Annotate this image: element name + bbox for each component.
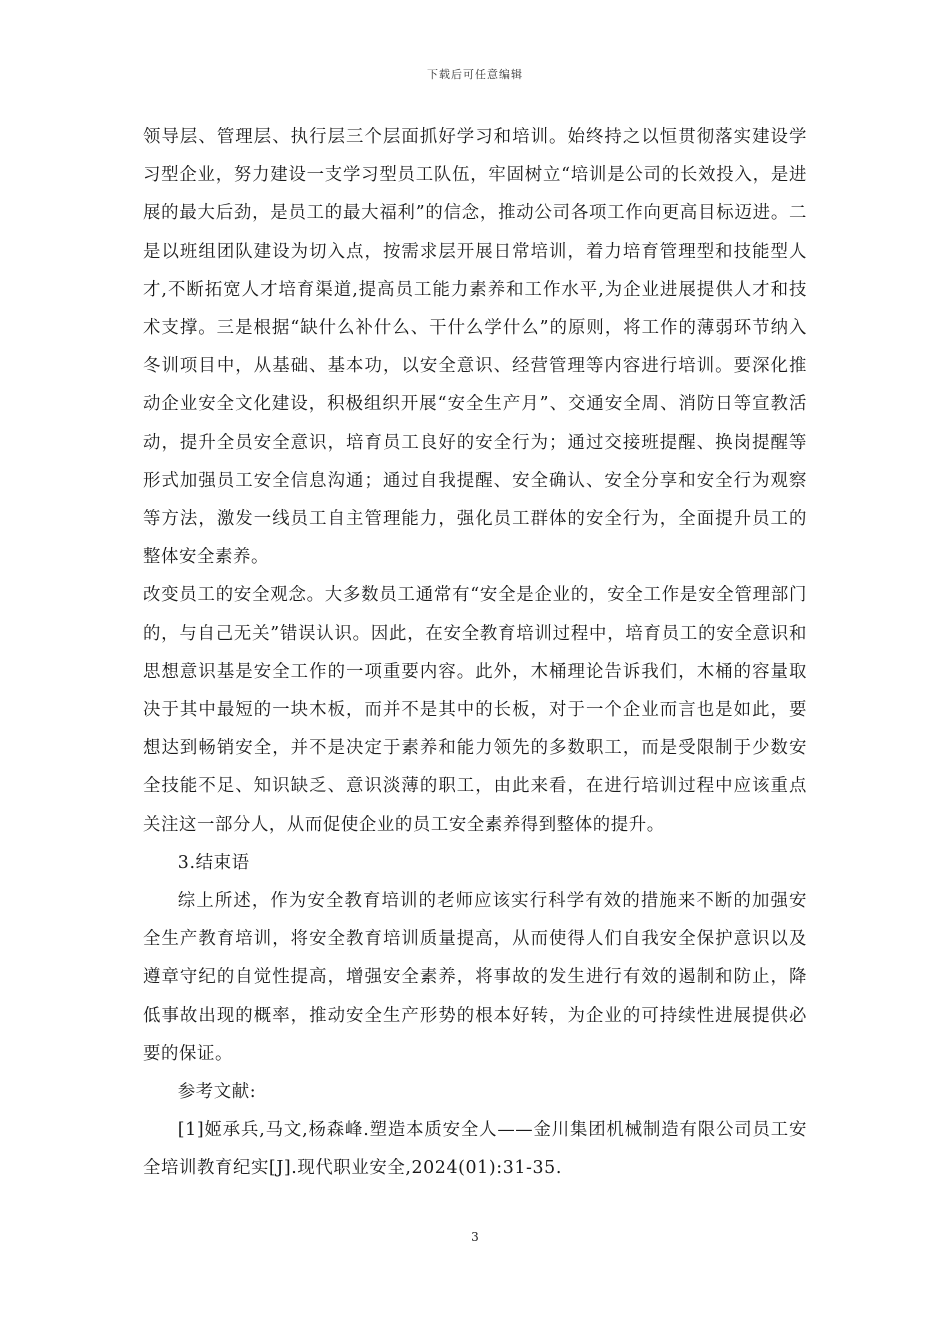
conclusion-paragraph: 综上所述，作为安全教育培训的老师应该实行科学有效的措施来不断的加强安全生产教育培训，将安全教育培训质量提高，从而使得人们自我安全保护意识以及遵章守纪的自觉性提高，增强安全素养，将事故的发生进行有效的遏制和防止，降低事故出现的概率，推动安全生产形势的根本好转，为企业的可持续性进展提供必要的保证。 (143, 891, 807, 1064)
document-body (143, 118, 807, 1188)
section-heading-conclusion: 3.结束语 (177, 852, 250, 873)
page-number: 3 (471, 1230, 479, 1244)
references-heading: 参考文献: (177, 1082, 257, 1103)
body-paragraph-continued: 领导层、管理层、执行层三个层面抓好学习和培训。始终持之以恒贯彻落实建设学习型企业，努力建设一支学习型员工队伍，牢固树立“培训是公司的长效投入，是进展的最大后劲，是员工的最大福利”的信念，推动公司各项工作向更高目标迈进。二是以班组团队建设为切入点，按需求层开展日常培训，着力培育管理型和技能型人才,不断拓宽人才培育渠道,提高员工能力素养和工作水平,为企业进展提供人才和技术支撑。三是根据“缺什么补什么、干什么学什么”的原则，将工作的薄弱环节纳入冬训项目中，从基础、基本功，以安全意识、经营管理等内容进行培训。要深化推动企业安全文化建设，积极组织开展“安全生产月”、交通安全周、消防日等宣教活动，提升全员安全意识，培育员工良好的安全行为；通过交接班提醒、换岗提醒等形式加强员工安全信息沟通；通过自我提醒、安全确认、安全分享和安全行为观察等方法，激发一线员工自主管理能力，强化员工群体的安全行为，全面提升员工的整体安全素养。 (143, 127, 807, 568)
reference-item: [1]姬承兵,马文,杨森峰.塑造本质安全人——金川集团机械制造有限公司员工安全培训教育纪实[J].现代职业安全,2024(01):31-35. (143, 1120, 807, 1179)
page-header-note: 下载后可任意编辑 (427, 68, 523, 81)
body-paragraph-safety-concept: 改变员工的安全观念。大多数员工通常有“安全是企业的，安全工作是安全管理部门的，与自己无关”错误认识。因此，在安全教育培训过程中，培育员工的安全意识和思想意识基是安全工作的一项重要内容。此外，木桶理论告诉我们，木桶的容量取决于其中最短的一块木板，而并不是其中的长板，对于一个企业而言也是如此，要想达到畅销安全，并不是决定于素养和能力领先的多数职工，而是受限制于少数安全技能不足、知识缺乏、意识淡薄的职工，由此来看，在进行培训过程中应该重点关注这一部分人，从而促使企业的员工安全素养得到整体的提升。 (143, 585, 807, 835)
